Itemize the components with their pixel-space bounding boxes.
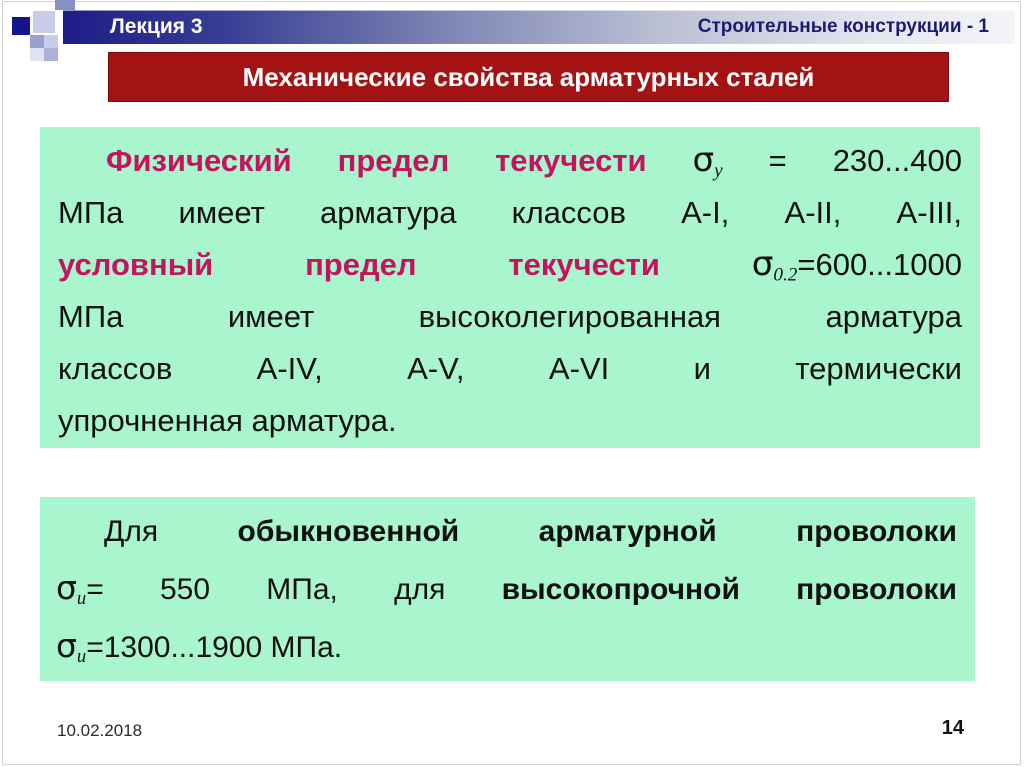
text-line: [56, 619, 957, 677]
sigma-subscript: y: [714, 160, 723, 182]
decor-square-icon: [33, 11, 55, 33]
decor-square-icon: [30, 35, 44, 48]
sigma-symbol: σ: [56, 568, 77, 607]
text-line: [56, 561, 957, 619]
body-text: МПа имеет высоколегированная арматура: [58, 299, 962, 334]
body-text: классов А-IV, А-V, А-VI и термически: [58, 351, 962, 386]
wire-strength-textbox: [40, 497, 975, 681]
page-number: 14: [941, 717, 964, 739]
sigma-subscript: u: [76, 588, 87, 610]
sigma-subscript: 0.2: [773, 264, 798, 286]
sigma-symbol: σ: [56, 626, 77, 665]
text-line: [58, 187, 962, 239]
sigma-symbol: σ: [692, 140, 715, 180]
highlighted-term: условный предел текучести: [58, 247, 660, 282]
text-line: [58, 135, 962, 187]
decor-square-icon: [55, 0, 75, 10]
formula: [751, 244, 962, 286]
decor-square-icon: [12, 17, 30, 35]
header-gradient-bar: [63, 10, 1015, 44]
slide-date: 10.02.2018: [57, 721, 143, 740]
bold-term: обыкновенной арматурной проволоки: [237, 515, 957, 548]
decor-square-icon: [44, 48, 58, 61]
course-label: Строительные конструкции - 1: [697, 16, 989, 37]
text-line: [58, 239, 962, 291]
sigma-subscript: u: [76, 646, 87, 668]
slide-title-plate: [108, 52, 949, 102]
value-range: = 230...400: [768, 143, 962, 178]
body-text: МПа имеет арматура классов А-I, А-II, А-III,: [58, 195, 962, 230]
formula: [56, 626, 343, 668]
slide-title: Механические свойства арматурных сталей: [242, 62, 815, 92]
value-range: =600...1000: [797, 247, 962, 282]
text-line: [58, 291, 962, 343]
decor-square-icon: [44, 35, 58, 48]
highlighted-term: Физический предел текучести: [106, 143, 647, 178]
value-range: =1300...1900 МПа.: [86, 631, 343, 664]
lecture-label: Лекция 3: [110, 15, 203, 38]
text-line: [58, 343, 962, 395]
bold-term: высокопрочной проволоки: [501, 573, 957, 606]
text-line: [58, 395, 962, 447]
sigma-symbol: σ: [751, 244, 774, 284]
body-text: упрочненная арматура.: [58, 403, 397, 438]
text-line: [56, 503, 957, 561]
formula: [56, 568, 446, 610]
body-text: Для: [104, 515, 159, 548]
yield-strength-textbox: [40, 127, 980, 448]
decor-square-icon: [30, 48, 44, 61]
formula: [692, 140, 723, 182]
value-range: = 550 МПа, для: [86, 573, 446, 606]
